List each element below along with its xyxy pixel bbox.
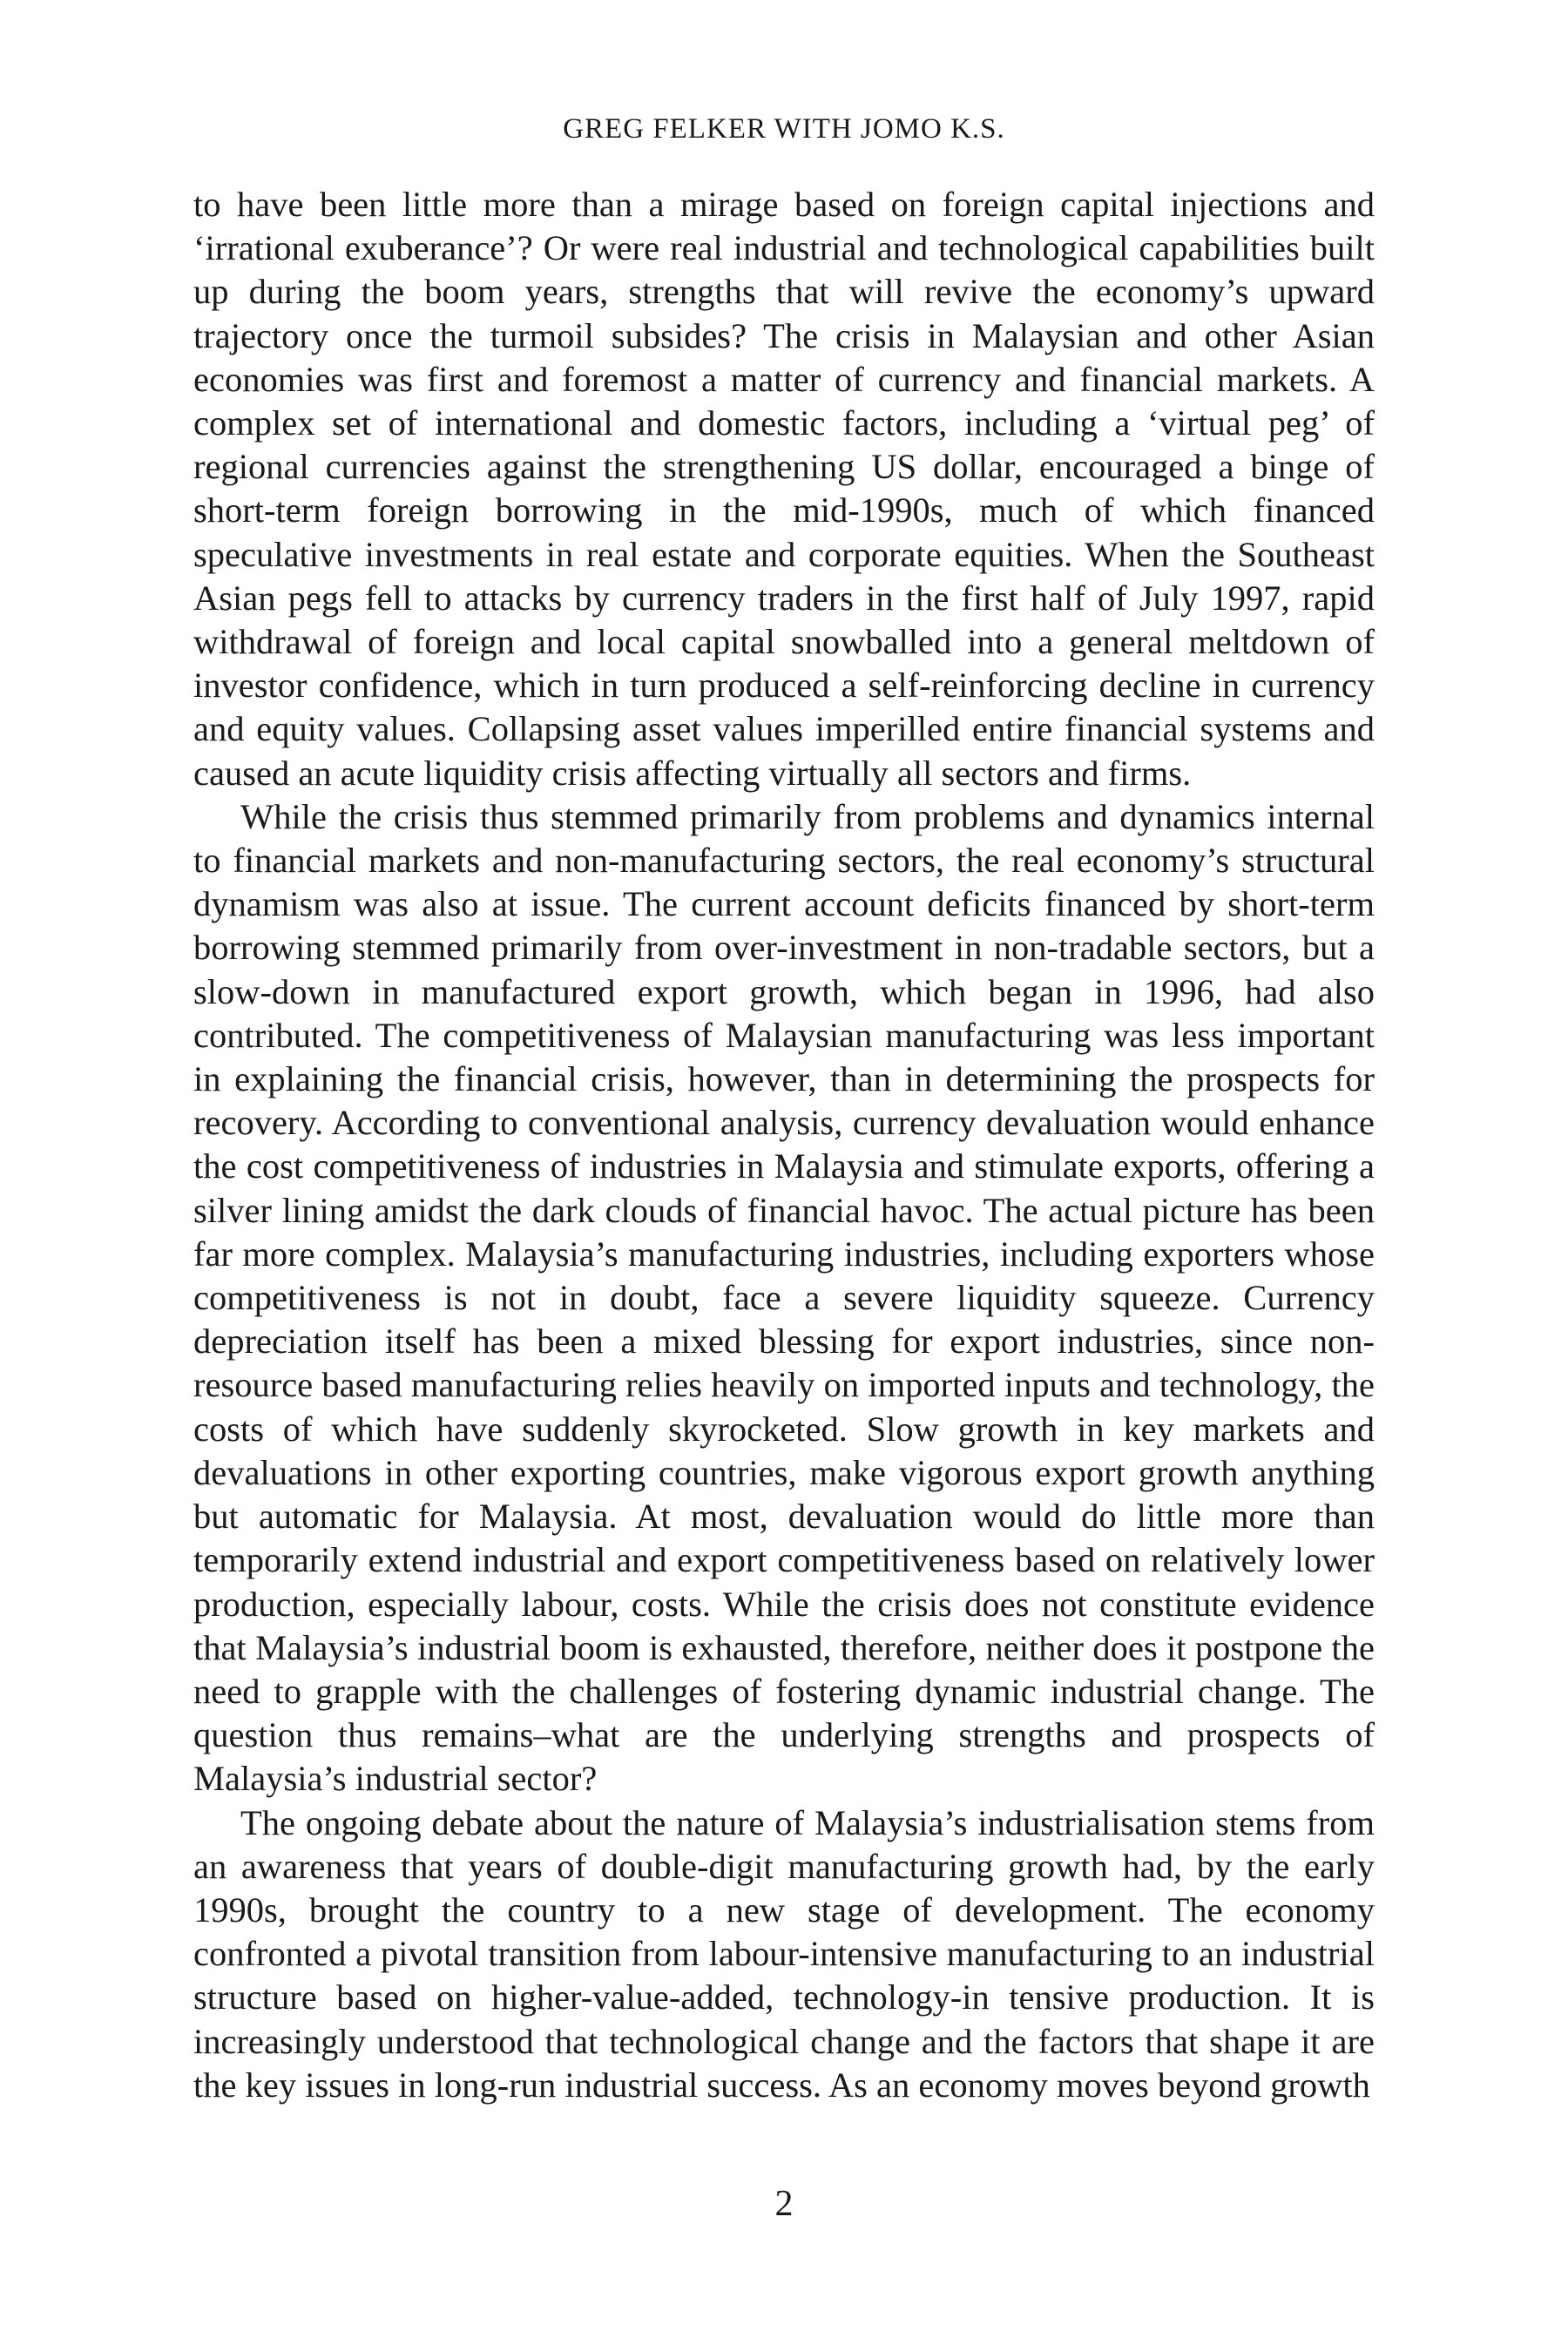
paragraph-3: The ongoing debate about the nature of Malaysia’s industrialisation stems from an awareness that years of double-digit manufacturing growth had, by the early 1990s, brought the country to a new stage of development. The economy confronted a pivotal transition from labour-intensive manufacturing to an industrial structure based on higher-value-added, technology-in tensive production. It is increasingly understood that technological change and the factors that shape it are the key issues in long-run industrial success. As an economy moves beyond growth — [193, 1802, 1375, 2105]
body-text — [193, 183, 1375, 2107]
paragraph-1: to have been little more than a mirage based on foreign capital injections and ‘irrational exuberance’? Or were real industrial and technological capabilities built up during the boom years, strengths that will revive the economy’s upward trajectory once the turmoil subsides? The crisis in Malaysian and other Asian economies was first and foremost a matter of currency and financial markets. A complex set of international and domestic factors, including a ‘virtual peg’ of regional currencies against the strengthening US dollar, encouraged a binge of short-term foreign borrowing in the mid-1990s, much of which financed speculative investments in real estate and corporate equities. When the Southeast Asian pegs fell to attacks by currency traders in the first half of July 1997, rapid withdrawal of foreign and local capital snowballed into a general meltdown of investor confidence, which in turn produced a self-reinforcing decline in currency and equity values. Collapsing asset values imperilled entire financial systems and caused an acute liquidity crisis affecting virtually all sectors and firms. — [193, 185, 1375, 793]
running-head: GREG FELKER WITH JOMO K.S. — [563, 113, 1005, 145]
page-number: 2 — [774, 2184, 794, 2224]
paragraph-2: While the crisis thus stemmed primarily from problems and dynamics internal to financial markets and non-manufacturing sectors, the real economy’s structural dynamism was also at issue. The current account deficits financed by short-term borrowing stemmed primarily from over-investment in non-tradable sectors, but a slow-down in manufactured export growth, which began in 1996, had also contributed. The competitiveness of Malaysian manufacturing was less important in explaining the financial crisis, however, than in determining the prospects for recovery. According to conventional analysis, currency devaluation would enhance the cost competitiveness of industries in Malaysia and stimulate exports, offering a silver lining amidst the dark clouds of financial havoc. The actual picture has been far more complex. Malaysia’s manufacturing industries, including exporters whose competitiveness is not in doubt, face a severe liquidity squeeze. Currency depreciation itself has been a mixed blessing for export industries, since non-resource based manufacturing relies heavily on imported inputs and technology, the costs of which have suddenly skyrocketed. Slow growth in key markets and devaluations in other exporting countries, make vigorous export growth anything but automatic for Malaysia. At most, devaluation would do little more than temporarily extend industrial and export competitiveness based on relatively lower production, especially labour, costs. While the crisis does not constitute evidence that Malaysia’s industrial boom is exhausted, therefore, neither does it postpone the need to grapple with the challenges of fostering dynamic industrial change. The question thus remains–what are the underlying strengths and prospects of Malaysia’s industrial sector? — [193, 796, 1375, 1799]
